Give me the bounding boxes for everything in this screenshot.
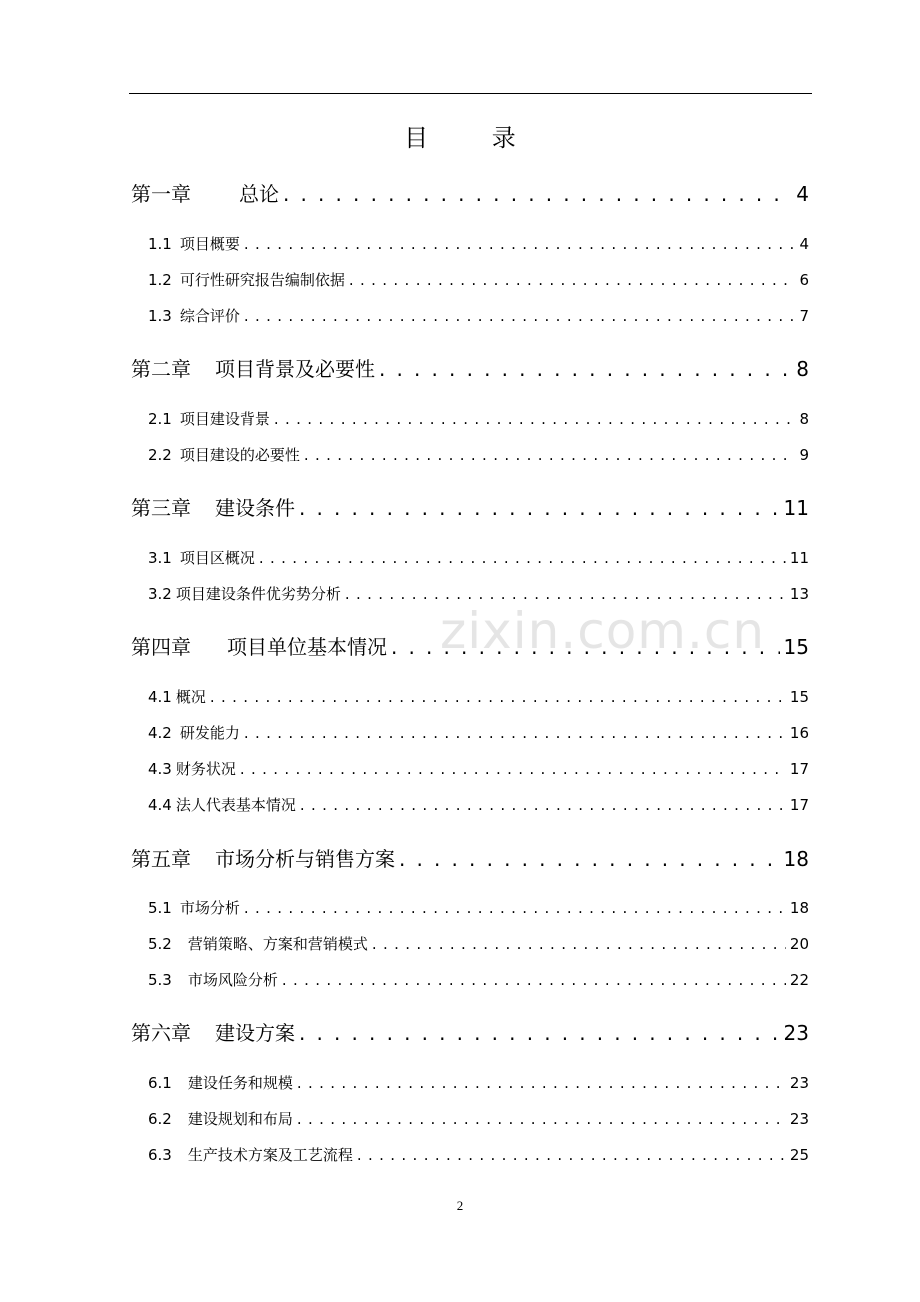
toc-section[interactable] xyxy=(148,305,809,327)
toc-section-number: 2.2 xyxy=(148,446,172,464)
toc-leader-dots xyxy=(274,410,796,428)
toc-section-number: 3.2 xyxy=(148,585,172,603)
toc-section-title: 综合评价 xyxy=(179,307,240,325)
toc-chapter-number: 第五章 xyxy=(131,847,191,871)
toc-page-number: 16 xyxy=(789,724,809,742)
toc-leader-dots xyxy=(349,271,796,289)
toc-section-number: 6.1 xyxy=(148,1074,172,1092)
toc-chapter[interactable] xyxy=(131,178,809,208)
toc-page-number: 17 xyxy=(789,760,809,778)
toc-chapter-title: 项目单位基本情况 xyxy=(227,635,387,659)
page-number: 2 xyxy=(456,1198,464,1213)
toc-page-number: 13 xyxy=(789,585,809,603)
toc-section[interactable] xyxy=(148,1072,809,1094)
toc-section-title: 生产技术方案及工艺流程 xyxy=(187,1146,353,1164)
toc-section-title: 项目建设条件优劣势分析 xyxy=(175,585,341,603)
toc-section[interactable] xyxy=(148,969,809,991)
toc-section-number: 4.3 xyxy=(148,760,172,778)
toc-section-number: 1.3 xyxy=(148,307,172,325)
toc-section-number: 5.3 xyxy=(148,971,172,989)
toc-leader-dots xyxy=(259,549,786,567)
toc-leader-dots xyxy=(372,935,786,953)
toc-section-title: 概况 xyxy=(175,688,206,706)
toc-page-number: 17 xyxy=(789,796,809,814)
toc-leader-dots xyxy=(399,847,780,871)
toc-section-number: 5.1 xyxy=(148,899,172,917)
toc-section-title: 营销策略、方案和营销模式 xyxy=(187,935,368,953)
toc-leader-dots xyxy=(244,899,786,917)
toc-section-number: 4.4 xyxy=(148,796,172,814)
toc-page-number: 20 xyxy=(789,935,809,953)
toc-section-title: 项目建设背景 xyxy=(179,410,270,428)
toc-section[interactable] xyxy=(148,758,809,780)
toc-page-number: 18 xyxy=(783,847,809,871)
toc-section-number: 1.2 xyxy=(148,271,172,289)
toc-page-number: 8 xyxy=(799,410,809,428)
toc-chapter[interactable] xyxy=(131,1017,809,1047)
toc-chapter-title: 建设条件 xyxy=(215,496,295,520)
toc-chapter[interactable] xyxy=(131,843,809,873)
toc-leader-dots xyxy=(240,760,786,778)
toc-page-number: 22 xyxy=(789,971,809,989)
toc-section[interactable] xyxy=(148,1108,809,1130)
toc-section[interactable] xyxy=(148,269,809,291)
toc-section-number: 1.1 xyxy=(148,235,172,253)
toc-leader-dots xyxy=(210,688,786,706)
toc-page-number: 11 xyxy=(789,549,809,567)
toc-page-number: 25 xyxy=(789,1146,809,1164)
toc-chapter-number: 第三章 xyxy=(131,496,191,520)
toc-section-title: 项目概要 xyxy=(179,235,240,253)
toc-page-number: 15 xyxy=(783,635,809,659)
toc-section-number: 4.2 xyxy=(148,724,172,742)
toc-section-title: 可行性研究报告编制依据 xyxy=(179,271,345,289)
toc-section[interactable] xyxy=(148,1144,809,1166)
toc-chapter-title: 项目背景及必要性 xyxy=(215,357,375,381)
toc-section-title: 建设规划和布局 xyxy=(187,1110,293,1128)
toc-section-title: 建设任务和规模 xyxy=(187,1074,293,1092)
toc-section-number: 4.1 xyxy=(148,688,172,706)
toc-title: 目 录 xyxy=(404,124,544,152)
toc-leader-dots xyxy=(304,446,796,464)
toc-section[interactable] xyxy=(148,933,809,955)
toc-section-title: 研发能力 xyxy=(179,724,240,742)
toc-leader-dots xyxy=(299,1021,780,1045)
toc-page-number: 23 xyxy=(789,1110,809,1128)
toc-section-title: 项目建设的必要性 xyxy=(179,446,300,464)
toc-leader-dots xyxy=(299,496,780,520)
toc-chapter[interactable] xyxy=(131,492,809,522)
toc-leader-dots xyxy=(357,1146,786,1164)
toc-page-number: 4 xyxy=(796,182,809,206)
toc-page-number: 23 xyxy=(789,1074,809,1092)
toc-chapter-title: 市场分析与销售方案 xyxy=(215,847,395,871)
toc-section-title: 项目区概况 xyxy=(179,549,255,567)
toc-section-title: 市场风险分析 xyxy=(187,971,278,989)
toc-chapter-number: 第四章 xyxy=(131,635,191,659)
toc-section-title: 法人代表基本情况 xyxy=(175,796,296,814)
toc-page-number: 15 xyxy=(789,688,809,706)
watermark-text: zixin.com.cn xyxy=(440,602,766,660)
toc-section[interactable] xyxy=(148,722,809,744)
toc-section[interactable] xyxy=(148,897,809,919)
toc-section-number: 6.3 xyxy=(148,1146,172,1164)
toc-page-number: 8 xyxy=(796,357,809,381)
toc-section-number: 3.1 xyxy=(148,549,172,567)
toc-section[interactable] xyxy=(148,794,809,816)
toc-section[interactable] xyxy=(148,408,809,430)
toc-chapter-number: 第二章 xyxy=(131,357,191,381)
toc-page-number: 4 xyxy=(799,235,809,253)
toc-section[interactable] xyxy=(148,686,809,708)
toc-page-number: 6 xyxy=(799,271,809,289)
toc-page-number: 7 xyxy=(799,307,809,325)
toc-leader-dots xyxy=(244,307,796,325)
toc-section-number: 2.1 xyxy=(148,410,172,428)
toc-leader-dots xyxy=(244,235,796,253)
toc-page-number: 9 xyxy=(799,446,809,464)
toc-leader-dots xyxy=(297,1074,786,1092)
toc-page-number: 23 xyxy=(783,1021,809,1045)
toc-section[interactable] xyxy=(148,547,809,569)
toc-chapter-title: 总论 xyxy=(239,182,279,206)
toc-chapter-number: 第一章 xyxy=(131,182,191,206)
toc-section[interactable] xyxy=(148,233,809,255)
toc-leader-dots xyxy=(282,971,786,989)
toc-chapter-title: 建设方案 xyxy=(215,1021,295,1045)
toc-chapter[interactable] xyxy=(131,353,809,383)
toc-section-number: 6.2 xyxy=(148,1110,172,1128)
toc-leader-dots xyxy=(244,724,786,742)
toc-section-number: 5.2 xyxy=(148,935,172,953)
toc-section[interactable] xyxy=(148,444,809,466)
toc-leader-dots xyxy=(300,796,786,814)
toc-leader-dots xyxy=(297,1110,786,1128)
toc-chapter-number: 第六章 xyxy=(131,1021,191,1045)
toc-section-title: 市场分析 xyxy=(179,899,240,917)
toc-leader-dots xyxy=(283,182,792,206)
header-rule xyxy=(129,93,812,94)
toc-page-number: 18 xyxy=(789,899,809,917)
toc-section-title: 财务状况 xyxy=(175,760,236,778)
toc-leader-dots xyxy=(345,585,786,603)
toc-leader-dots xyxy=(379,357,792,381)
toc-page-number: 11 xyxy=(783,496,809,520)
